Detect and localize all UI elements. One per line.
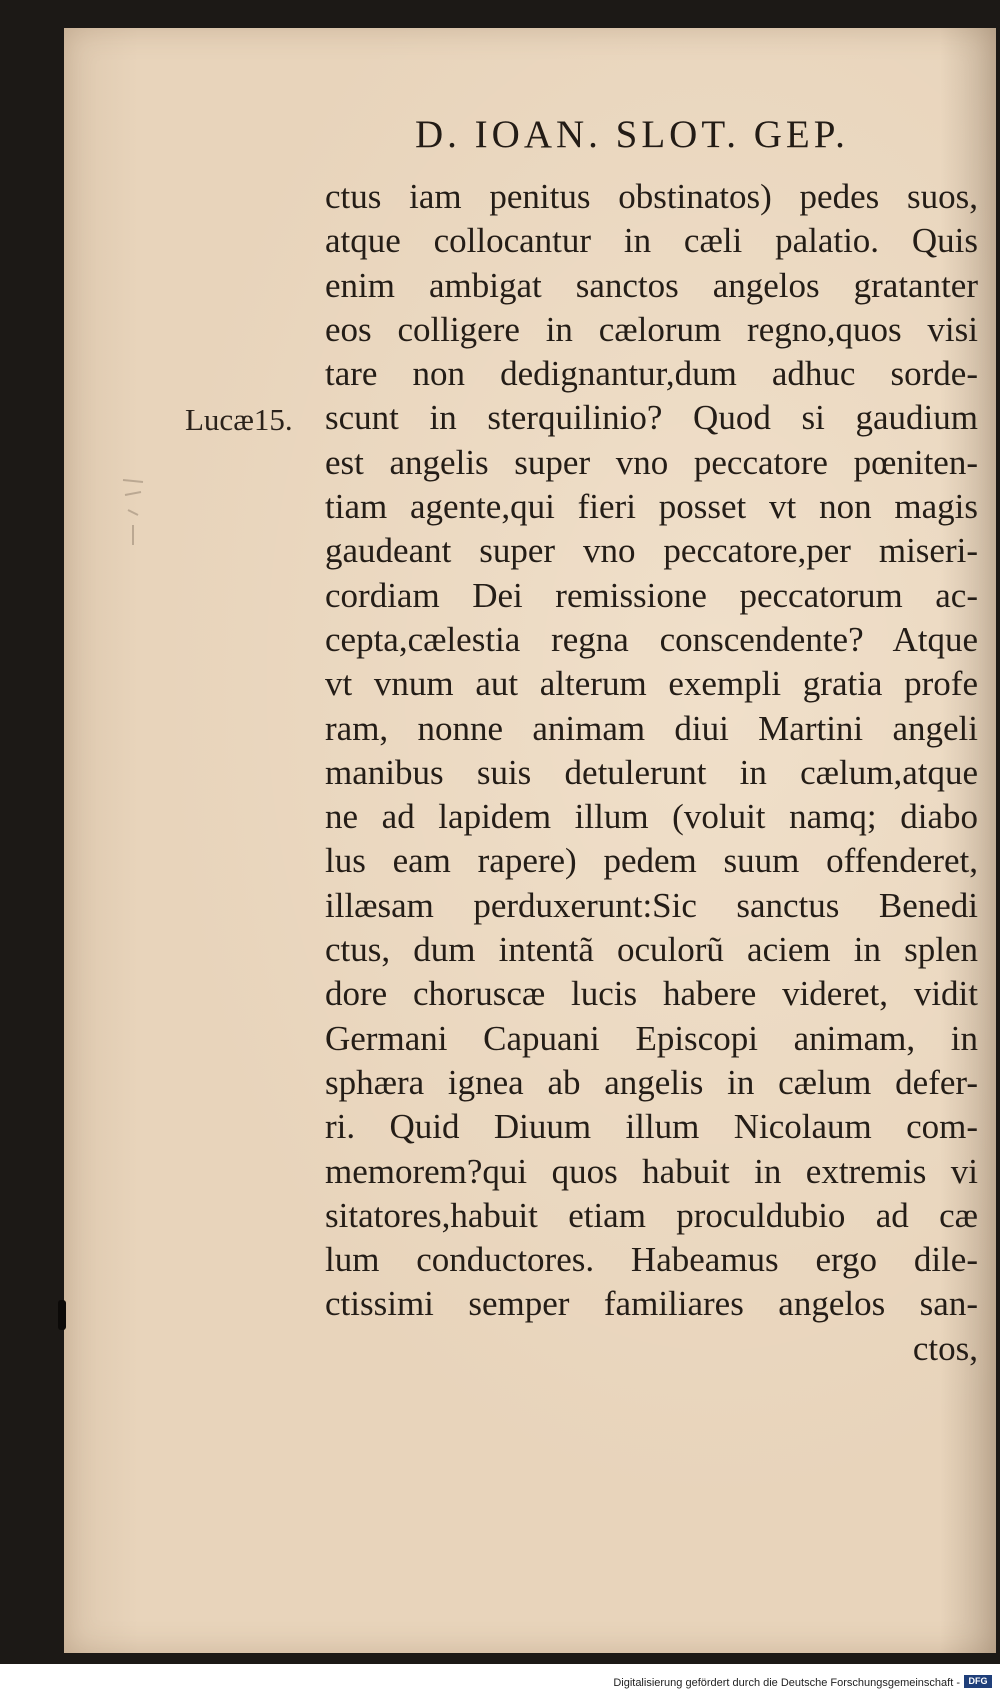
text-line: ctissimi semper familiares angelos san- <box>325 1284 978 1324</box>
dfg-logo: DFG <box>964 1675 992 1688</box>
text-line: lum conductores. Habeamus ergo dile- <box>325 1240 978 1280</box>
faded-marginal-mark <box>113 470 153 550</box>
text-line: ctus iam penitus obstinatos) pedes suos, <box>325 177 978 216</box>
body-text <box>325 175 978 1371</box>
text-line: cordiam Dei remissione peccatorum ac- <box>325 575 978 615</box>
text-line: ri. Quid Diuum illum Nicolaum com- <box>325 1107 978 1147</box>
text-line: illæsam perduxerunt:Sic sanctus Benedi <box>325 885 978 925</box>
text-line: enim ambigat sanctos angelos gratanter <box>325 265 978 305</box>
text-line: scunt in sterquilinio? Quod si gaudium <box>325 398 978 438</box>
text-line: vt vnum aut alterum exempli gratia profe <box>325 664 978 704</box>
marginal-reference: Lucæ15. <box>185 402 293 437</box>
text-line: tare non dedignantur,dum adhuc sorde- <box>325 354 978 394</box>
text-line: gaudeant super vno peccatore,per miseri- <box>325 531 978 571</box>
text-line: tiam agente,qui fieri posset vt non magis <box>325 487 978 527</box>
running-head: D. IOAN. SLOT. GEP. <box>415 113 849 156</box>
text-line: ram, nonne animam diui Martini angeli <box>325 708 978 748</box>
text-line: sphæra ignea ab angelis in cælum defer- <box>325 1062 978 1102</box>
text-line: ctus, dum intentã oculorũ aciem in splen <box>325 930 978 970</box>
text-line: Germani Capuani Episcopi animam, in <box>325 1018 978 1058</box>
text-line: eos colligere in cælorum regno,quos visi <box>325 309 978 349</box>
text-line: atque collocantur in cæli palatio. Quis <box>325 221 978 261</box>
text-line: ctos, <box>912 1328 978 1368</box>
text-line: cepta,cælestia regna conscendente? Atque <box>325 619 978 659</box>
text-line: dore choruscæ lucis habere videret, vidit <box>325 974 978 1014</box>
footer-credit: Digitalisierung gefördert durch die Deutsche Forschungsgemeinschaft - <box>613 1677 960 1689</box>
text-line: memorem?qui quos habuit in extremis vi <box>325 1151 978 1191</box>
text-line: manibus suis detulerunt in cælum,atque <box>325 752 978 792</box>
text-line: ne ad lapidem illum (voluit namq; diabo <box>325 797 978 837</box>
text-line: lus eam rapere) pedem suum offenderet, <box>325 841 978 881</box>
text-line: sitatores,habuit etiam proculdubio ad cæ <box>325 1195 978 1235</box>
text-line: est angelis super vno peccatore pœniten- <box>325 442 978 482</box>
binding-mark <box>58 1300 66 1330</box>
